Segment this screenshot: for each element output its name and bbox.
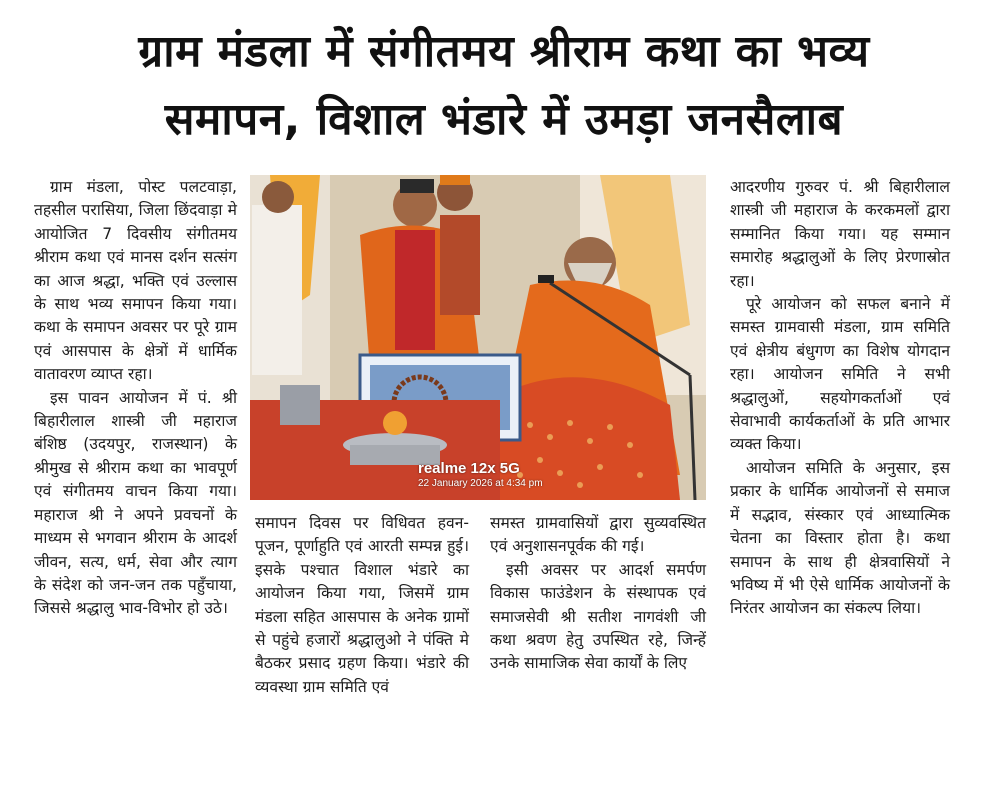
column4-paragraph-1: आदरणीय गुरुवर पं. श्री बिहारीलाल शास्त्री जी महाराज के करकमलों द्वारा सम्मानित किया गया। यह सम्मान समारोह श्रद्धालुओं के लिए प्रेरणास्रोत रहा। (730, 178, 950, 290)
camera-watermark (418, 461, 543, 491)
column1-paragraph-1: ग्राम मंडला, पोस्ट पलटवाड़ा, तहसील परासिया, जिला छिंदवाड़ा मे आयोजित 7 दिवसीय संगीतमय श्रीराम कथा एवं मानस दर्शन सत्संग का आज श्रद्धा, भक्ति एवं उल्लास के साथ भव्य समापन किया गया। कथा के समापन अवसर पर पूरे ग्राम एवं आसपास के क्षेत्रों में धार्मिक वातावरण व्याप्त रहा। (34, 178, 237, 384)
event-photo (250, 175, 706, 500)
camera-date-stamp: 22 January 2026 at 4:34 pm (418, 478, 543, 489)
column3-paragraph-2: इसी अवसर पर आदर्श समर्पण विकास फाउंडेशन के संस्थापक एवं समाजसेवी श्री सतीश नागवंशी जी कथा श्रवण हेतु उपस्थित रहे, जिन्हें उनके सामाजिक सेवा कार्यों के लिए (490, 560, 706, 673)
column1-paragraph-2: इस पावन आयोजन में पं. श्री बिहारीलाल शास्त्री जी महाराज बंशिष्ठ (उदयपुर, राजस्थान) के श्रीमुख से श्रीराम कथा का भावपूर्ण एवं संगीतमय वाचन किया गया। महाराज श्री ने अपने प्रवचनों के माध्यम से भगवान श्रीराम के आदर्श जीवन, सत्य, धर्म, सेवा और त्याग के संदेश को जन-जन तक पहुँचाया, जिससे श्रद्धालु भाव-विभोर हो उठे। (34, 388, 237, 618)
article-column-4 (730, 176, 950, 621)
column4-paragraph-3: आयोजन समिति के अनुसार, इस प्रकार के धार्मिक आयोजनों से समाज में सद्भाव, संस्कार एवं आध्यात्मिक चेतना का विस्तार होता है। कथा समापन के साथ ही क्षेत्रवासियों ने भविष्य में भी ऐसे धार्मिक आयोजनों के निरंतर आयोजन का संकल्प लिया। (730, 458, 950, 618)
event-photo-illustration (250, 175, 706, 500)
headline (0, 18, 1008, 154)
headline-line-2: समापन, विशाल भंडारे में उमड़ा जनसैलाब (164, 94, 844, 145)
headline-line-1: ग्राम मंडला में संगीतमय श्रीराम कथा का भव्य (138, 26, 870, 77)
column3-paragraph-1: समस्त ग्रामवासियों द्वारा सुव्यवस्थित एवं अनुशासनपूर्वक की गई। (490, 514, 706, 556)
camera-device-stamp: realme 12x 5G (418, 460, 520, 477)
article-column-3 (490, 512, 706, 676)
column4-paragraph-2: पूरे आयोजन को सफल बनाने में समस्त ग्रामवासी मंडला, ग्राम समिति एवं क्षेत्रीय बंधुगण का विशेष योगदान रहा। आयोजन समिति ने सभी श्रद्धालुओं, सहयोगकर्ताओं एवं सेवाभावी कार्यकर्ताओं के प्रति आभार व्यक्त किया। (730, 295, 950, 454)
article-column-2 (255, 512, 469, 699)
article-column-1 (34, 176, 237, 621)
column2-paragraph-1: समापन दिवस पर विधिवत हवन-पूजन, पूर्णाहुति एवं आरती सम्पन्न हुई। इसके पश्चात विशाल भंडारे का आयोजन किया गया, जिसमें ग्राम मंडला सहित आसपास के अनेक ग्रामों से पहुंचे हजारों श्रद्धालुओ ने पंक्ति मे बैठकर प्रसाद ग्रहण किया। भंडारे की व्यवस्था ग्राम समिति एवं (255, 514, 469, 696)
